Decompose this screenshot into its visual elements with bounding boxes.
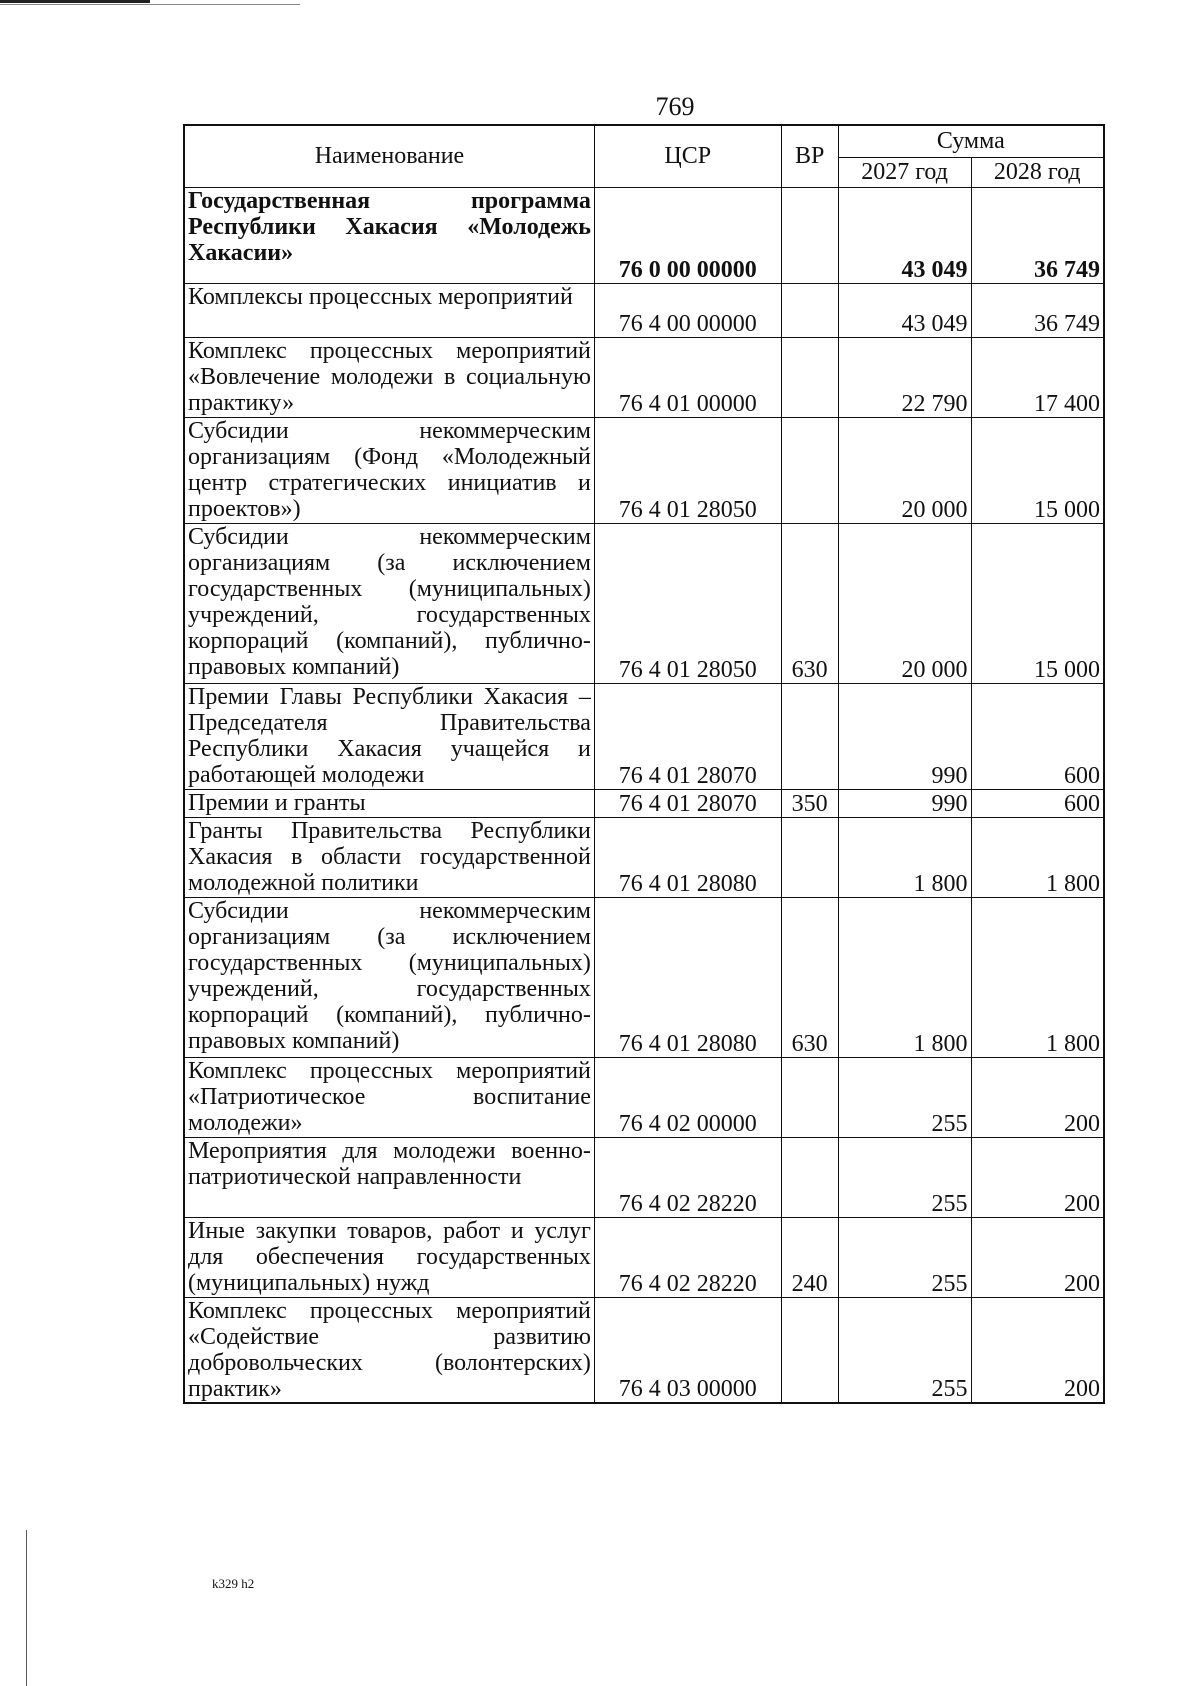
row-name: Субсидии некоммерческим организациям (за исключением государственных (муниципальных) учреждений, государственных корпораций (компаний), публично-правовых компаний)	[184, 523, 594, 683]
table-row	[184, 1217, 1104, 1297]
row-amount-2027: 43 049	[838, 283, 971, 337]
row-csr-code: 76 4 03 00000	[594, 1297, 781, 1403]
table-row	[184, 1297, 1104, 1403]
row-amount-2027: 255	[838, 1057, 971, 1137]
row-csr-code: 76 4 01 28070	[594, 683, 781, 789]
row-vr-code: 630	[781, 523, 838, 683]
table-row	[184, 897, 1104, 1057]
row-name: Комплекс процессных мероприятий «Вовлечение молодежи в социальную практику»	[184, 337, 594, 417]
row-amount-2028: 15 000	[971, 523, 1104, 683]
row-amount-2027: 43 049	[838, 187, 971, 283]
table-row	[184, 683, 1104, 789]
row-amount-2028: 600	[971, 683, 1104, 789]
row-amount-2028: 1 800	[971, 817, 1104, 897]
row-name: Субсидии некоммерческим организациям (Фонд «Молодежный центр стратегических инициатив и проектов»)	[184, 417, 594, 523]
row-amount-2028: 36 749	[971, 187, 1104, 283]
table-row	[184, 523, 1104, 683]
table-row	[184, 283, 1104, 337]
row-csr-code: 76 0 00 00000	[594, 187, 781, 283]
table-row	[184, 337, 1104, 417]
row-csr-code: 76 4 01 28080	[594, 817, 781, 897]
row-amount-2028: 200	[971, 1057, 1104, 1137]
row-amount-2027: 255	[838, 1137, 971, 1217]
row-vr-code: 240	[781, 1217, 838, 1297]
row-name: Комплекс процессных мероприятий «Содействие развитию добровольческих (волонтерских) практик»	[184, 1297, 594, 1403]
row-amount-2028: 200	[971, 1137, 1104, 1217]
row-amount-2028: 1 800	[971, 897, 1104, 1057]
table-row	[184, 1137, 1104, 1217]
header-year-2028: 2028 год	[971, 157, 1104, 187]
table-body	[184, 187, 1104, 1403]
header-year-2027: 2027 год	[838, 157, 971, 187]
row-name: Комплексы процессных мероприятий	[184, 283, 594, 337]
row-amount-2027: 1 800	[838, 817, 971, 897]
row-csr-code: 76 4 01 28050	[594, 523, 781, 683]
row-name: Субсидии некоммерческим организациям (за исключением государственных (муниципальных) учреждений, государственных корпораций (компаний), публично-правовых компаний)	[184, 897, 594, 1057]
row-name: Мероприятия для молодежи военно-патриотической направленности	[184, 1137, 594, 1217]
scan-margin-line	[26, 1530, 27, 1686]
header-vr: ВР	[781, 125, 838, 187]
table-row	[184, 817, 1104, 897]
row-vr-code	[781, 1137, 838, 1217]
row-vr-code	[781, 1057, 838, 1137]
row-vr-code	[781, 683, 838, 789]
header-csr: ЦСР	[594, 125, 781, 187]
row-amount-2027: 20 000	[838, 417, 971, 523]
row-name: Премии и гранты	[184, 789, 594, 817]
row-amount-2027: 990	[838, 789, 971, 817]
row-amount-2027: 22 790	[838, 337, 971, 417]
row-amount-2028: 36 749	[971, 283, 1104, 337]
row-name: Гранты Правительства Республики Хакасия в области государственной молодежной политики	[184, 817, 594, 897]
header-name: Наименование	[184, 125, 594, 187]
scan-edge-line	[0, 4, 300, 5]
budget-table	[183, 124, 1105, 1404]
row-amount-2028: 15 000	[971, 417, 1104, 523]
row-vr-code	[781, 1297, 838, 1403]
row-csr-code: 76 4 01 28050	[594, 417, 781, 523]
table-row	[184, 417, 1104, 523]
row-name: Премии Главы Республики Хакасия – Председателя Правительства Республики Хакасия учащейся и работающей молодежи	[184, 683, 594, 789]
row-amount-2027: 255	[838, 1297, 971, 1403]
row-vr-code	[781, 417, 838, 523]
row-name: Комплекс процессных мероприятий «Патриотическое воспитание молодежи»	[184, 1057, 594, 1137]
row-csr-code: 76 4 01 28080	[594, 897, 781, 1057]
row-amount-2028: 17 400	[971, 337, 1104, 417]
row-vr-code	[781, 817, 838, 897]
scan-edge-mark	[0, 0, 150, 3]
header-sum: Сумма	[838, 125, 1104, 157]
row-vr-code: 630	[781, 897, 838, 1057]
row-amount-2028: 200	[971, 1217, 1104, 1297]
row-csr-code: 76 4 00 00000	[594, 283, 781, 337]
row-vr-code: 350	[781, 789, 838, 817]
row-csr-code: 76 4 01 00000	[594, 337, 781, 417]
table-row	[184, 1057, 1104, 1137]
row-amount-2028: 200	[971, 1297, 1104, 1403]
page-number: 769	[655, 92, 695, 121]
row-name: Государственная программа Республики Хакасия «Молодежь Хакасии»	[184, 187, 594, 283]
row-csr-code: 76 4 02 00000	[594, 1057, 781, 1137]
footer-code: k329 h2	[212, 1576, 255, 1591]
row-amount-2028: 600	[971, 789, 1104, 817]
row-vr-code	[781, 337, 838, 417]
table-row	[184, 789, 1104, 817]
row-vr-code	[781, 283, 838, 337]
row-amount-2027: 990	[838, 683, 971, 789]
row-name: Иные закупки товаров, работ и услуг для обеспечения государственных (муниципальных) нужд	[184, 1217, 594, 1297]
table-row	[184, 187, 1104, 283]
row-amount-2027: 1 800	[838, 897, 971, 1057]
row-csr-code: 76 4 02 28220	[594, 1137, 781, 1217]
row-vr-code	[781, 187, 838, 283]
row-csr-code: 76 4 02 28220	[594, 1217, 781, 1297]
row-csr-code: 76 4 01 28070	[594, 789, 781, 817]
row-amount-2027: 20 000	[838, 523, 971, 683]
row-amount-2027: 255	[838, 1217, 971, 1297]
